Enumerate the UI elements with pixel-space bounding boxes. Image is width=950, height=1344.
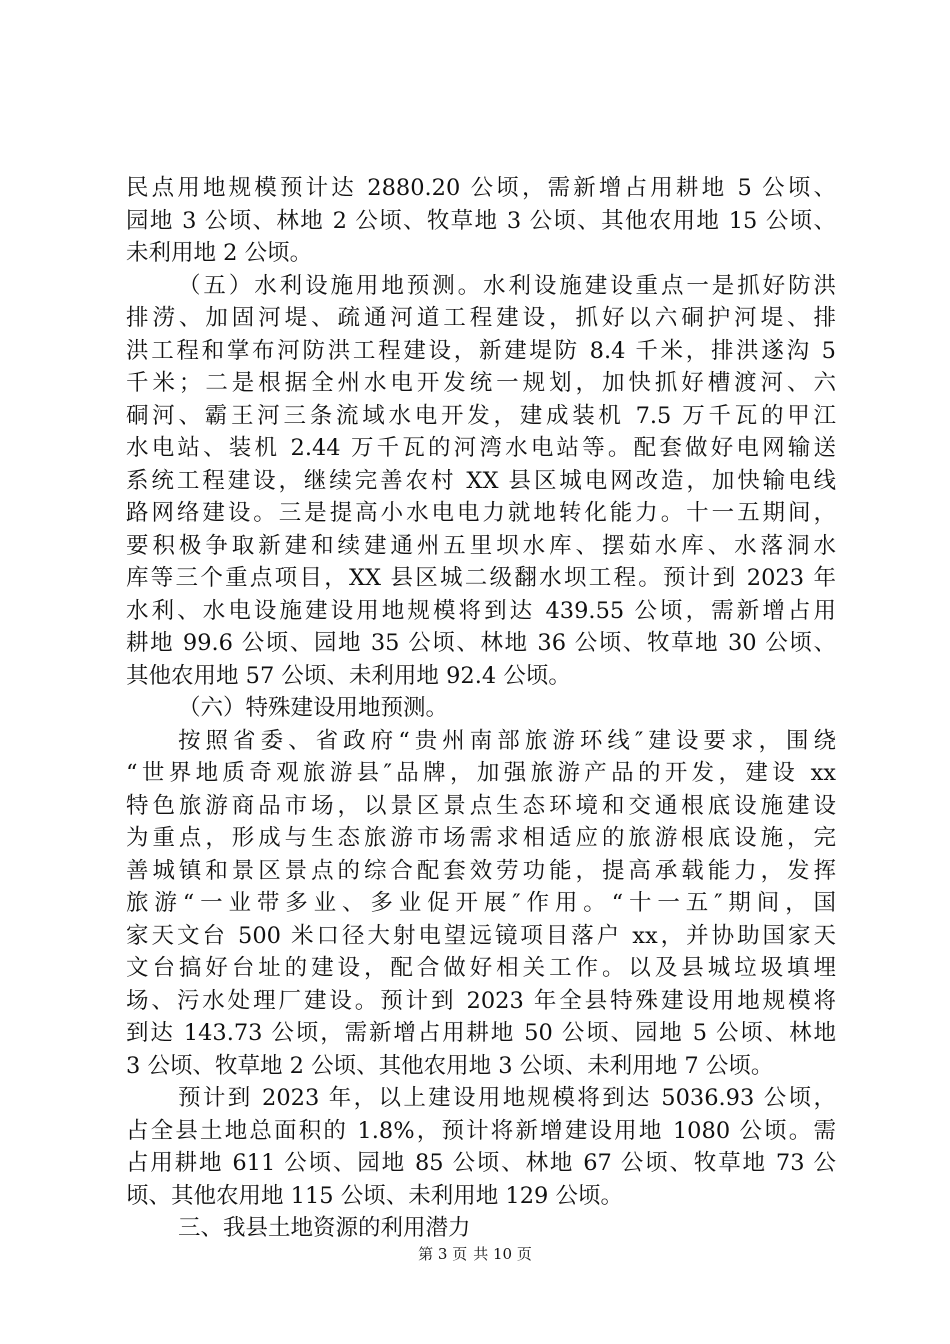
text-line: 占全县土地总面积的 1.8%，预计将新增建设用地 1080 公顷。需 (126, 1117, 836, 1144)
text-line: 水电站、装机 2.44 万千瓦的河湾水电站等。配套做好电网输送 (126, 435, 836, 461)
text-line: 耕地 99.6 公顷、园地 35 公顷、林地 36 公顷、牧草地 30 公顷、 (126, 630, 836, 656)
text-line: 为重点，形成与生态旅游市场需求相适应的旅游根底设施，完 (126, 825, 836, 851)
text-line: 路网络建设。三是提高小水电电力就地转化能力。十一五期间， (126, 500, 836, 526)
text-line: 库等三个重点项目，XX 县区城二级翻水坝工程。预计到 2023 年 (126, 565, 836, 591)
text-line: 3 公顷、牧草地 2 公顷、其他农用地 3 公顷、未利用地 7 公顷。 (126, 1052, 774, 1079)
document-body (126, 172, 836, 1245)
text-line: 文台搞好台址的建设，配合做好相关工作。以及县城垃圾填埋 (126, 955, 836, 981)
text-line: 善城镇和景区景点的综合配套效劳功能，提高承载能力，发挥 (126, 857, 836, 884)
text-line: 其他农用地 57 公顷、未利用地 92.4 公顷。 (126, 662, 571, 689)
page-number: 第 3 页 (418, 1245, 468, 1263)
text-line: “世界地质奇观旅游县″品牌，加强旅游产品的开发，建设 xx (126, 760, 836, 786)
text-line: 到达 143.73 公顷，需新增占用耕地 50 公顷、园地 5 公顷、林地 (126, 1020, 836, 1046)
text-line: 千米；二是根据全州水电开发统一规划，加快抓好槽渡河、六 (126, 370, 836, 396)
page-total: 共 10 页 (473, 1245, 532, 1263)
text-line: 要积极争取新建和续建通州五里坝水库、摆茹水库、水落洞水 (126, 532, 836, 559)
text-line: 未利用地 2 公顷。 (126, 240, 313, 266)
text-line: 占用耕地 611 公顷、园地 85 公顷、林地 67 公顷、牧草地 73 公 (126, 1150, 836, 1176)
text-line: 旅游“一业带多业、多业促开展″作用。“十一五″期间，国 (126, 890, 836, 916)
text-line: 民点用地规模预计达 2880.20 公顷，需新增占用耕地 5 公顷、 (126, 175, 836, 201)
text-line: 按照省委、省政府“贵州南部旅游环线″建设要求，围绕 (178, 727, 836, 754)
text-line: 园地 3 公顷、林地 2 公顷、牧草地 3 公顷、其他农用地 15 公顷、 (126, 207, 836, 234)
page-footer (0, 1244, 950, 1264)
section-heading-line: 三、我县土地资源的利用潜力 (178, 1215, 471, 1241)
section-heading-line: （六）特殊建设用地预测。 (178, 695, 449, 721)
text-line: 特色旅游商品市场，以景区景点生态环境和交通根底设施建设 (126, 792, 836, 819)
text-line: 家天文台 500 米口径大射电望远镜项目落户 xx，并协助国家天 (126, 922, 836, 949)
text-line: 顷、其他农用地 115 公顷、未利用地 129 公顷。 (126, 1182, 624, 1209)
text-line: 洪工程和掌布河防洪工程建设，新建堤防 8.4 千米，排洪遂沟 5 (126, 337, 836, 364)
section-heading-line: （五）水利设施用地预测。水利设施建设重点一是抓好防洪 (178, 272, 836, 299)
text-line: 硐河、霸王河三条流域水电开发，建成装机 7.5 万千瓦的甲江 (126, 402, 836, 429)
text-line: 预计到 2023 年，以上建设用地规模将到达 5036.93 公顷， (178, 1085, 836, 1111)
text-line: 水利、水电设施建设用地规模将到达 439.55 公顷，需新增占用 (126, 597, 836, 624)
text-line: 排涝、加固河堤、疏通河道工程建设，抓好以六硐护河堤、排 (126, 305, 836, 331)
text-line: 场、污水处理厂建设。预计到 2023 年全县特殊建设用地规模将 (126, 987, 836, 1014)
text-line: 系统工程建设，继续完善农村 XX 县区城电网改造，加快输电线 (126, 467, 836, 494)
